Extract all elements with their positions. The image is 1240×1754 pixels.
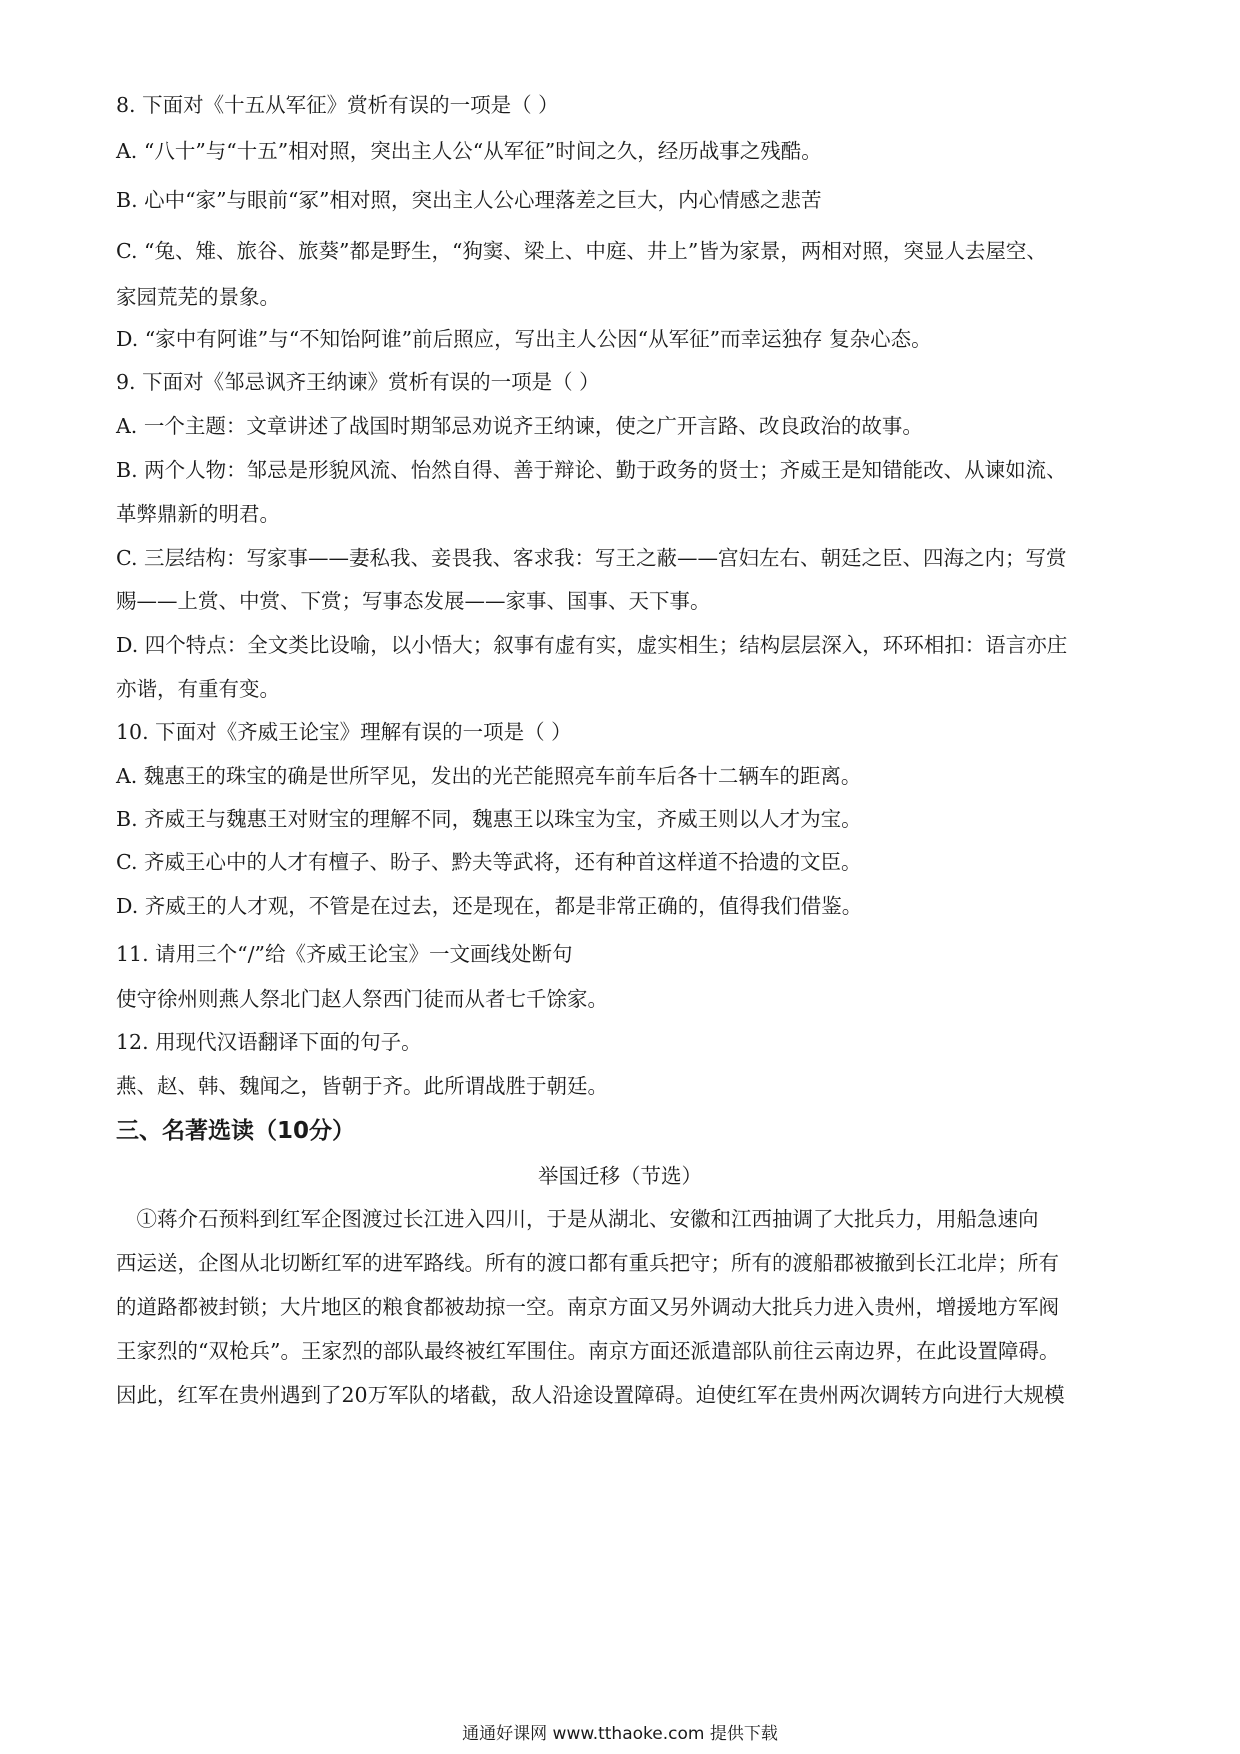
passage-line-5: 因此，红军在贵州遇到了20万军队的堵截，敌人沿途设置障碍。迫使红军在贵州两次调转方向进行大规模 — [116, 1383, 1065, 1407]
q8-option-c-line2: 家园荒芜的景象。 — [116, 285, 280, 309]
passage-line-1: ①蒋介石预料到红军企图渡过长江进入四川，于是从湖北、安徽和江西抽调了大批兵力，用船急速向 — [116, 1207, 1039, 1231]
section3-heading: 三、名著选读（10分） — [116, 1118, 356, 1144]
passage-line-3: 的道路都被封锁；大片地区的粮食都被劫掠一空。南京方面又另外调动大批兵力进入贵州，增援地方军阀 — [116, 1295, 1059, 1319]
q8-option-a: A. “八十”与“十五”相对照，突出主人公“从军征”时间之久，经历战事之残酷。 — [116, 139, 822, 163]
q10-option-d: D. 齐威王的人才观，不管是在过去，还是现在，都是非常正确的，值得我们借鉴。 — [116, 894, 863, 918]
q8-option-c-line1: C. “兔、雉、旅谷、旅葵”都是野生，“狗窦、梁上、中庭、井上”皆为家景，两相对照，突显人去屋空、 — [116, 239, 1047, 263]
q8-option-b: B. 心中“家”与眼前“冢”相对照，突出主人公心理落差之巨大，内心情感之悲苦 — [116, 188, 822, 212]
q9-option-b-line1: B. 两个人物：邹忌是形貌风流、怡然自得、善于辩论、勤于政务的贤士；齐威王是知错能改、从谏如流、 — [116, 458, 1067, 482]
q9-option-b-line2: 革弊鼎新的明君。 — [116, 502, 280, 526]
q9-option-d-line1: D. 四个特点：全文类比设喻，以小悟大；叙事有虚有实，虚实相生；结构层层深入，环环相扣：语言亦庄 — [116, 633, 1068, 657]
q12-stem: 12. 用现代汉语翻译下面的句子。 — [116, 1030, 422, 1054]
passage-line-4: 王家烈的“双枪兵”。王家烈的部队最终被红军围住。南京方面还派遣部队前往云南边界，在此设置障碍。 — [116, 1339, 1060, 1363]
q9-option-c-line1: C. 三层结构：写家事——妻私我、妾畏我、客求我：写王之蔽——宫妇左右、朝廷之臣、四海之内；写赏 — [116, 546, 1067, 570]
passage-title: 举国迁移（节选） — [538, 1164, 702, 1188]
q9-option-d-line2: 亦谐，有重有变。 — [116, 677, 280, 701]
q10-option-b: B. 齐威王与魏惠王对财宝的理解不同，魏惠王以珠宝为宝，齐威王则以人才为宝。 — [116, 807, 862, 831]
q11-text: 使守徐州则燕人祭北门赵人祭西门徒而从者七千馀家。 — [116, 987, 608, 1011]
q11-stem: 11. 请用三个“/”给《齐威王论宝》一文画线处断句 — [116, 942, 573, 966]
page-footer: 通通好课网 www.tthaoke.com 提供下载 — [462, 1724, 778, 1744]
q9-option-c-line2: 赐——上赏、中赏、下赏；写事态发展——家事、国事、天下事。 — [116, 589, 711, 613]
q12-text: 燕、赵、韩、魏闻之，皆朝于齐。此所谓战胜于朝廷。 — [116, 1074, 608, 1098]
q10-option-a: A. 魏惠王的珠宝的确是世所罕见，发出的光芒能照亮车前车后各十二辆车的距离。 — [116, 764, 862, 788]
q9-stem: 9. 下面对《邹忌讽齐王纳谏》赏析有误的一项是（ ） — [116, 370, 600, 394]
q8-option-d: D. “家中有阿谁”与“不知饴阿谁”前后照应，写出主人公因“从军征”而幸运独存 复杂心态。 — [116, 327, 932, 351]
q10-stem: 10. 下面对《齐威王论宝》理解有误的一项是（ ） — [116, 720, 572, 744]
q10-option-c: C. 齐威王心中的人才有檀子、盼子、黔夫等武将，还有种首这样道不拾遗的文臣。 — [116, 850, 862, 874]
passage-line-2: 西运送，企图从北切断红军的进军路线。所有的渡口都有重兵把守；所有的渡船郡被撤到长江北岸；所有 — [116, 1251, 1059, 1275]
q8-stem: 8. 下面对《十五从军征》赏析有误的一项是（ ） — [116, 93, 559, 117]
q9-option-a: A. 一个主题：文章讲述了战国时期邹忌劝说齐王纳谏，使之广开言路、改良政治的故事。 — [116, 414, 923, 438]
